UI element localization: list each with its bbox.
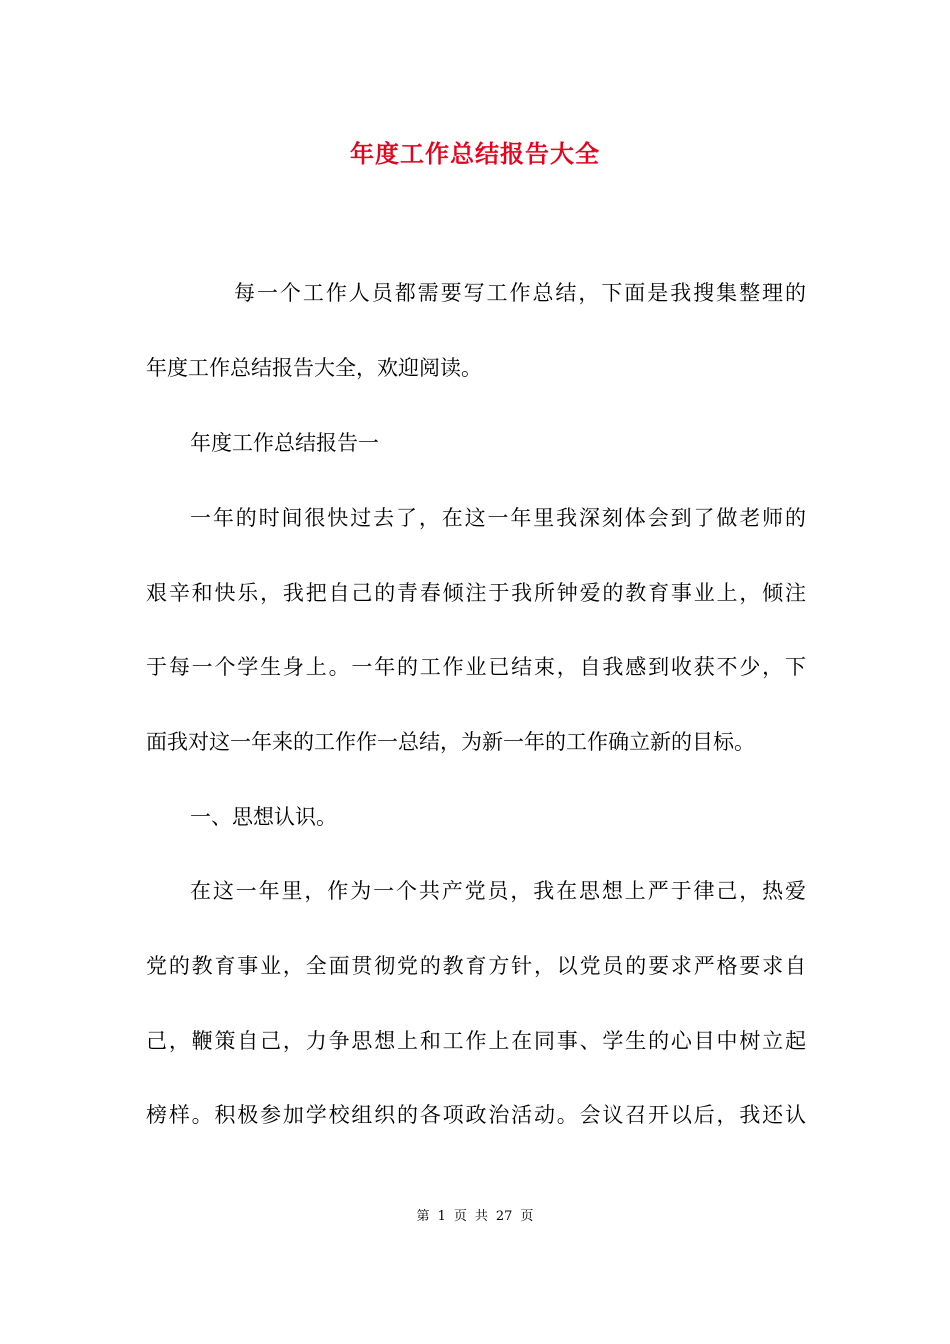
footer-page-prefix: 第 — [416, 1209, 430, 1224]
footer-total-prefix: 共 — [474, 1209, 488, 1224]
section-heading: 年度工作总结报告一 — [190, 431, 379, 455]
paragraph-line: 面我对这一年来的工作作一总结，为新一年的工作确立新的目标。 — [146, 730, 755, 754]
footer-page-number: 1 — [437, 1209, 446, 1224]
footer-total-unit: 页 — [520, 1209, 534, 1224]
paragraph-line: 己，鞭策自己，力争思想上和工作上在同事、学生的心目中树立起 — [146, 1029, 806, 1053]
page-footer — [0, 1207, 950, 1227]
paragraph-line: 榜样。积极参加学校组织的各项政治活动。会议召开以后，我还认 — [146, 1103, 806, 1127]
paragraph-line: 一年的时间很快过去了，在这一年里我深刻体会到了做老师的 — [190, 506, 806, 530]
paragraph-line: 在这一年里，作为一个共产党员，我在思想上严于律己，热爱 — [190, 879, 806, 903]
document-title: 年度工作总结报告大全 — [350, 139, 600, 168]
paragraph-line: 党的教育事业，全面贯彻党的教育方针，以党员的要求严格要求自 — [146, 954, 806, 978]
paragraph-line: 于每一个学生身上。一年的工作业已结束，自我感到收获不少，下 — [146, 655, 806, 679]
footer-total-pages: 27 — [495, 1209, 513, 1224]
footer-page-unit: 页 — [453, 1209, 467, 1224]
paragraph-line: 艰辛和快乐，我把自己的青春倾注于我所钟爱的教育事业上，倾注 — [146, 581, 806, 605]
paragraph-line: 每一个工作人员都需要写工作总结，下面是我搜集整理的 — [234, 281, 806, 305]
paragraph-line: 年度工作总结报告大全，欢迎阅读。 — [146, 356, 482, 380]
section-heading: 一、思想认识。 — [190, 805, 337, 829]
